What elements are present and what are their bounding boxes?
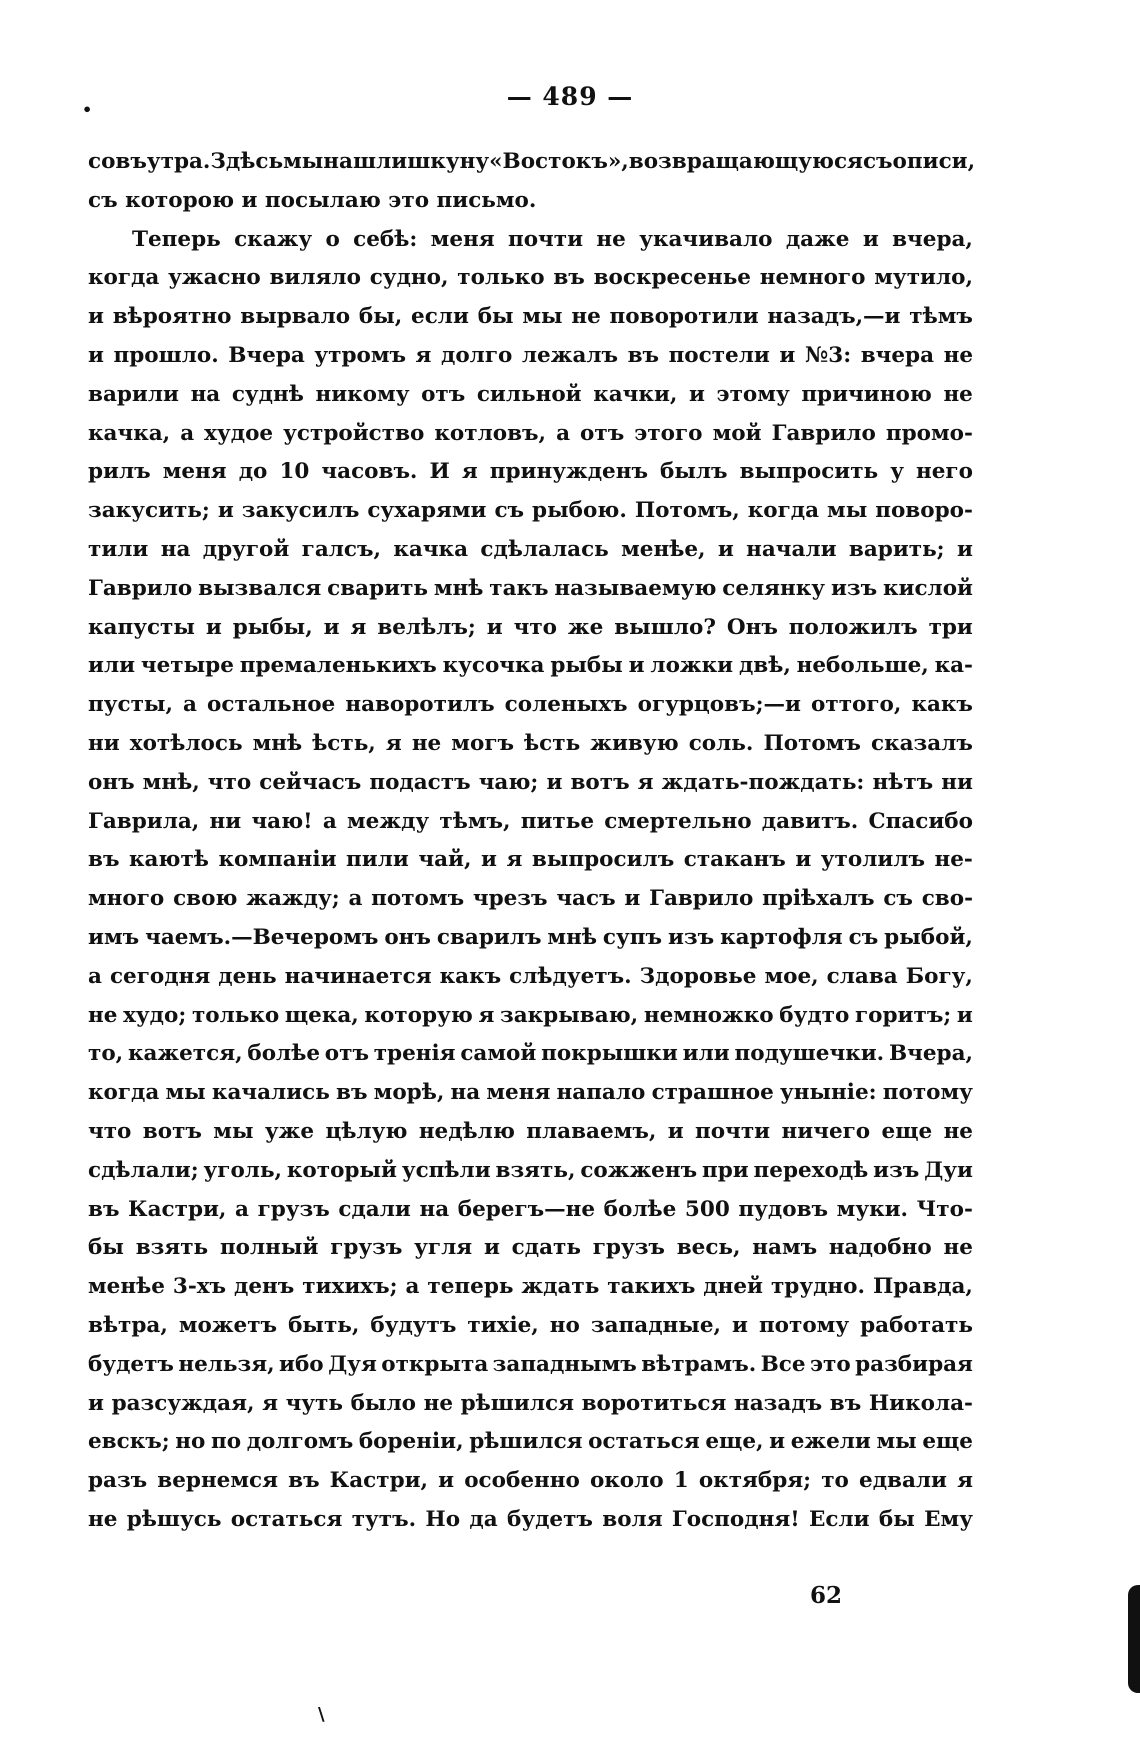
text-line: закусить; и закусилъ сухарями съ рыбою. Потомъ, когда мы поворо- [88,498,973,524]
text-line: и прошло. Вчера утромъ я долго лежалъ въ постели и №3: вчера не [88,342,973,368]
text-line: бы взять полный грузъ угля и сдать грузъ весь, намъ надобно не [88,1235,973,1261]
text-line: когда ужасно виляло судно, только въ воскресенье немного мутило, [88,265,973,291]
text-line: то, кажется, болѣе отъ тренія самой покрышки или подушечки. Вчера, [88,1041,973,1067]
page-number: — 489 — [506,82,634,111]
text-line: сдѣлали; уголь, который успѣли взять, сожженъ при переходѣ изъ Дуи [88,1157,973,1183]
body-text [88,143,976,1540]
text-line: или четыре премаленькихъ кусочка рыбы и ложки двѣ, небольше, ка- [88,653,973,679]
text-line: а сегодня день начинается какъ слѣдуетъ. Здоровье мое, слава Богу, [88,963,973,989]
text-line: капусты и рыбы, и я велѣлъ; и что же вышло? Онъ положилъ три [88,614,973,640]
text-line: имъ чаемъ.—Вечеромъ онъ сварилъ мнѣ супъ изъ картофля съ рыбой, [88,924,973,950]
text-line: качка, а худое устройство котловъ, а отъ этого мой Гаврило промо- [88,420,973,446]
text-line: и вѣроятно вырвало бы, если бы мы не поворотили назадъ,—и тѣмъ [88,304,973,330]
text-line: будетъ нельзя, ибо Дуя открыта западнымъ вѣтрамъ. Все это разбирая [88,1351,973,1377]
text-line: варили на суднѣ никому отъ сильной качки, и этому причиною не [88,381,973,407]
text-line: съ которою и посылаю это письмо. [88,187,537,213]
text-line: тили на другой галсъ, качка сдѣлалась менѣе, и начали варить; и [88,536,973,562]
text-line: евскъ; но по долгомъ бореніи, рѣшился остаться еще, и ежели мы еще [88,1429,973,1455]
text-line: Гаврило вызвался сварить мнѣ такъ называемую селянку изъ кислой [88,575,973,601]
text-line: Теперь скажу о себѣ: меня почти не укачивало даже и вчера, [132,226,973,252]
margin-dot-mark: • [82,100,93,119]
binding-edge-mark [1128,1585,1140,1693]
signature-mark: 62 [810,1582,843,1609]
text-line: рилъ меня до 10 часовъ. И я принужденъ былъ выпросить у него [88,459,973,485]
text-line: что вотъ мы уже цѣлую недѣлю плаваемъ, и почти ничего еще не [88,1118,973,1144]
text-line: ни хотѣлось мнѣ ѣсть, я не могъ ѣсть живую соль. Потомъ сказалъ [88,730,973,756]
text-line: не худо; только щека, которую я закрываю, немножко будто горитъ; и [88,1002,973,1028]
text-line: Гаврила, ни чаю! а между тѣмъ, питье смертельно давитъ. Спасибо [88,808,973,834]
text-line: и разсуждая, я чуть было не рѣшился воротиться назадъ въ Никола- [88,1390,973,1416]
text-line: разъ вернемся въ Кастри, и особенно около 1 октября; то едвали я [88,1468,973,1494]
text-line: онъ мнѣ, что сейчасъ подастъ чаю; и вотъ я ждать-пождать: нѣтъ ни [88,769,973,795]
text-line: когда мы качались въ морѣ, на меня напало страшное уныніе: потому [88,1080,973,1106]
text-line: совъ утра. Здѣсь мы нашли шкуну «Востокъ», возвращающуюся съ описи, [88,149,976,174]
text-line: вѣтра, можетъ быть, будутъ тихіе, но западные, и потому работать [88,1312,973,1338]
text-line: въ Кастри, а грузъ сдали на берегъ—не болѣе 500 пудовъ муки. Что- [88,1196,973,1222]
text-line: въ каютѣ компаніи пили чай, и я выпросилъ стаканъ и утолилъ не- [88,847,973,873]
text-line: пусты, а остальное наворотилъ соленыхъ огурцовъ;—и оттого, какъ [88,692,973,718]
text-line: не рѣшусь остаться тутъ. Но да будетъ воля Господня! Если бы Ему [88,1506,973,1532]
text-line: менѣе 3-хъ денъ тихихъ; а теперь ждать такихъ дней трудно. Правда, [88,1274,973,1300]
text-line: много свою жажду; а потомъ чрезъ часъ и Гаврило пріѣхалъ съ сво- [88,886,973,912]
bottom-stray-mark: \ [318,1704,325,1725]
